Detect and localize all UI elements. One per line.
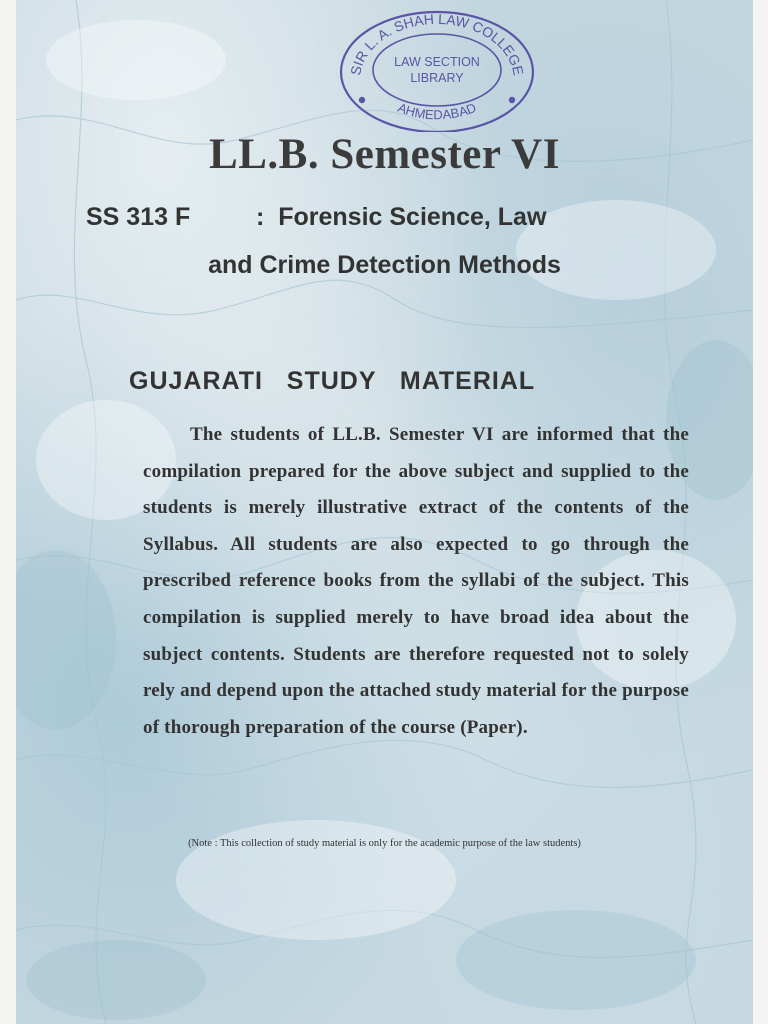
subject-separator: : <box>256 203 265 231</box>
subject-code: SS 313 F <box>86 203 191 231</box>
subject-name-line2: and Crime Detection Methods <box>208 251 561 279</box>
stamp-arc-top-text: SIR L. A. SHAH LAW COLLEGE <box>347 10 527 77</box>
stamp-center-line1: LAW SECTION <box>394 55 480 69</box>
subject-line-1 <box>86 203 546 232</box>
page-title: LL.B. Semester VI <box>209 131 560 178</box>
document-cover-page <box>16 0 753 1024</box>
footnote: (Note : This collection of study material is only for the academic purpose of the law students) <box>188 838 581 849</box>
notice-paragraph: The students of LL.B. Semester VI are informed that the compilation prepared for the above subject and supplied to the students is merely illustrative extract of the contents of the Syllabus. All students are also expected to go through the prescribed reference books from the syllabi of the subject. This compilation is supplied merely to have broad idea about the subject contents. Students are therefore requested not to solely rely and depend upon the attached study material for the purpose of thorough preparation of the course (Paper). <box>143 424 689 738</box>
material-heading: GUJARATI STUDY MATERIAL <box>129 367 536 395</box>
library-stamp <box>338 2 536 132</box>
subject-name-line1: Forensic Science, Law <box>278 203 547 231</box>
stamp-arc-bottom-text: AHMEDABAD <box>395 99 479 123</box>
stamp-center-line2: LIBRARY <box>410 71 464 85</box>
